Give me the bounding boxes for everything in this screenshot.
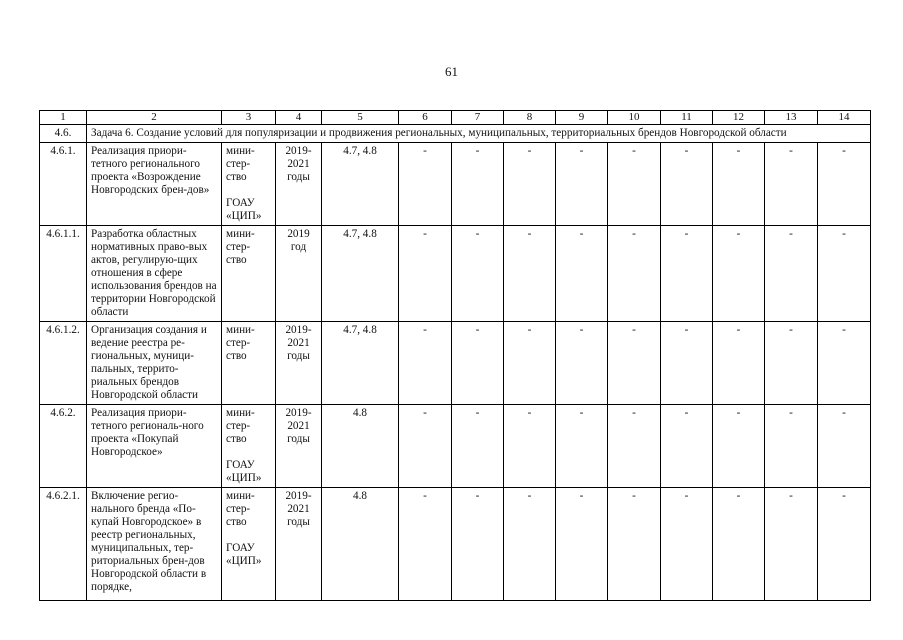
- column-number-row: [40, 111, 871, 125]
- column-number: 2: [87, 111, 222, 125]
- measure-name: Включение регио-нального бренда «По-купай Новгородское» в реестр региональных, муниципальных, тер-риториальных брен-дов Новгородской области в порядке,: [87, 488, 222, 601]
- value-cell: -: [765, 488, 818, 601]
- value-cell: -: [399, 226, 452, 322]
- column-number: 5: [322, 111, 399, 125]
- value-cell: -: [608, 143, 661, 226]
- executor-line: стер-: [226, 158, 251, 170]
- column-number: 8: [504, 111, 556, 125]
- measures-table: [39, 110, 871, 601]
- value-cell: -: [608, 405, 661, 488]
- value-cell: -: [765, 405, 818, 488]
- executor-line: ство: [226, 433, 247, 445]
- measure-number: 4.6.1.1.: [40, 226, 87, 322]
- measure-indicators: 4.7, 4.8: [322, 322, 399, 405]
- executor-line: стер-: [226, 337, 251, 349]
- value-cell: -: [713, 405, 765, 488]
- column-number: 9: [556, 111, 608, 125]
- value-cell: -: [504, 143, 556, 226]
- measure-indicators: 4.8: [322, 405, 399, 488]
- value-cell: -: [818, 405, 871, 488]
- value-cell: -: [452, 405, 504, 488]
- executor-line: «ЦИП»: [226, 210, 262, 222]
- column-number: 6: [399, 111, 452, 125]
- executor-line: ство: [226, 516, 247, 528]
- measure-name: Разработка областных нормативных право-вых актов, регулирую-щих отношения в сфере использования брендов на территории Новгородской области: [87, 226, 222, 322]
- measure-name: Реализация приори-тетного регионального проекта «Возрождение Новгородских брен-дов»: [87, 143, 222, 226]
- value-cell: -: [556, 226, 608, 322]
- table-row: [40, 322, 871, 405]
- executor-line: мини-: [226, 324, 255, 336]
- measure-period: 2019-2021 годы: [276, 322, 322, 405]
- column-number: 13: [765, 111, 818, 125]
- task-row: [40, 125, 871, 143]
- value-cell: -: [765, 322, 818, 405]
- value-cell: -: [818, 226, 871, 322]
- value-cell: -: [818, 322, 871, 405]
- column-number: 7: [452, 111, 504, 125]
- value-cell: -: [713, 226, 765, 322]
- column-number: 11: [661, 111, 713, 125]
- value-cell: -: [556, 143, 608, 226]
- column-number: 10: [608, 111, 661, 125]
- column-number: 4: [276, 111, 322, 125]
- value-cell: -: [399, 322, 452, 405]
- column-number: 14: [818, 111, 871, 125]
- value-cell: -: [399, 405, 452, 488]
- measure-executor: [222, 143, 276, 226]
- value-cell: -: [713, 488, 765, 601]
- measure-period: 2019-2021 годы: [276, 143, 322, 226]
- executor-line: «ЦИП»: [226, 555, 262, 567]
- executor-line: стер-: [226, 420, 251, 432]
- measure-indicators: 4.7, 4.8: [322, 226, 399, 322]
- measure-period: 2019-2021 годы: [276, 405, 322, 488]
- value-cell: -: [765, 143, 818, 226]
- measure-period: 2019-2021 годы: [276, 488, 322, 601]
- measure-name: Реализация приори-тетного региональ-ного проекта «Покупай Новгородское»: [87, 405, 222, 488]
- executor-line: ство: [226, 171, 247, 183]
- value-cell: -: [818, 488, 871, 601]
- value-cell: -: [556, 322, 608, 405]
- executor-line: ство: [226, 254, 247, 266]
- column-number: 3: [222, 111, 276, 125]
- measure-executor: [222, 405, 276, 488]
- executor-line: ГОАУ: [226, 197, 255, 209]
- measure-indicators: 4.8: [322, 488, 399, 601]
- value-cell: -: [661, 143, 713, 226]
- value-cell: -: [556, 405, 608, 488]
- value-cell: -: [556, 488, 608, 601]
- value-cell: -: [661, 488, 713, 601]
- value-cell: -: [452, 488, 504, 601]
- value-cell: -: [504, 405, 556, 488]
- value-cell: -: [661, 322, 713, 405]
- executor-line: мини-: [226, 145, 255, 157]
- executor-line: мини-: [226, 490, 255, 502]
- executor-line: ГОАУ: [226, 459, 255, 471]
- page-number: 61: [445, 64, 458, 79]
- table-row: [40, 226, 871, 322]
- executor-line: мини-: [226, 228, 255, 240]
- measure-number: 4.6.1.2.: [40, 322, 87, 405]
- table-row: [40, 488, 871, 601]
- measure-executor: [222, 322, 276, 405]
- value-cell: -: [661, 226, 713, 322]
- value-cell: -: [504, 488, 556, 601]
- measure-number: 4.6.2.: [40, 405, 87, 488]
- value-cell: -: [608, 322, 661, 405]
- measure-number: 4.6.1.: [40, 143, 87, 226]
- measure-indicators: 4.7, 4.8: [322, 143, 399, 226]
- executor-line: стер-: [226, 503, 251, 515]
- executor-line: «ЦИП»: [226, 472, 262, 484]
- measure-number: 4.6.2.1.: [40, 488, 87, 601]
- measure-name: Организация создания и ведение реестра ре-гиональных, муници-пальных, террито-риальных брендов Новгородской области: [87, 322, 222, 405]
- value-cell: -: [399, 143, 452, 226]
- task-number: 4.6.: [40, 125, 87, 143]
- table-row: [40, 143, 871, 226]
- value-cell: -: [399, 488, 452, 601]
- value-cell: -: [818, 143, 871, 226]
- value-cell: -: [713, 143, 765, 226]
- measure-period: 2019 год: [276, 226, 322, 322]
- task-title: Задача 6. Создание условий для популяризации и продвижения региональных, муниципальных, территориальных брендов Новгородской области: [87, 125, 871, 143]
- executor-line: ство: [226, 350, 247, 362]
- value-cell: -: [765, 226, 818, 322]
- value-cell: -: [452, 226, 504, 322]
- measure-executor: [222, 488, 276, 601]
- executor-line: мини-: [226, 407, 255, 419]
- measure-executor: [222, 226, 276, 322]
- table-row: [40, 405, 871, 488]
- executor-line: стер-: [226, 241, 251, 253]
- value-cell: -: [504, 322, 556, 405]
- value-cell: -: [608, 226, 661, 322]
- value-cell: -: [504, 226, 556, 322]
- value-cell: -: [661, 405, 713, 488]
- executor-line: ГОАУ: [226, 542, 255, 554]
- column-number: 12: [713, 111, 765, 125]
- value-cell: -: [452, 143, 504, 226]
- column-number: 1: [40, 111, 87, 125]
- value-cell: -: [713, 322, 765, 405]
- value-cell: -: [608, 488, 661, 601]
- value-cell: -: [452, 322, 504, 405]
